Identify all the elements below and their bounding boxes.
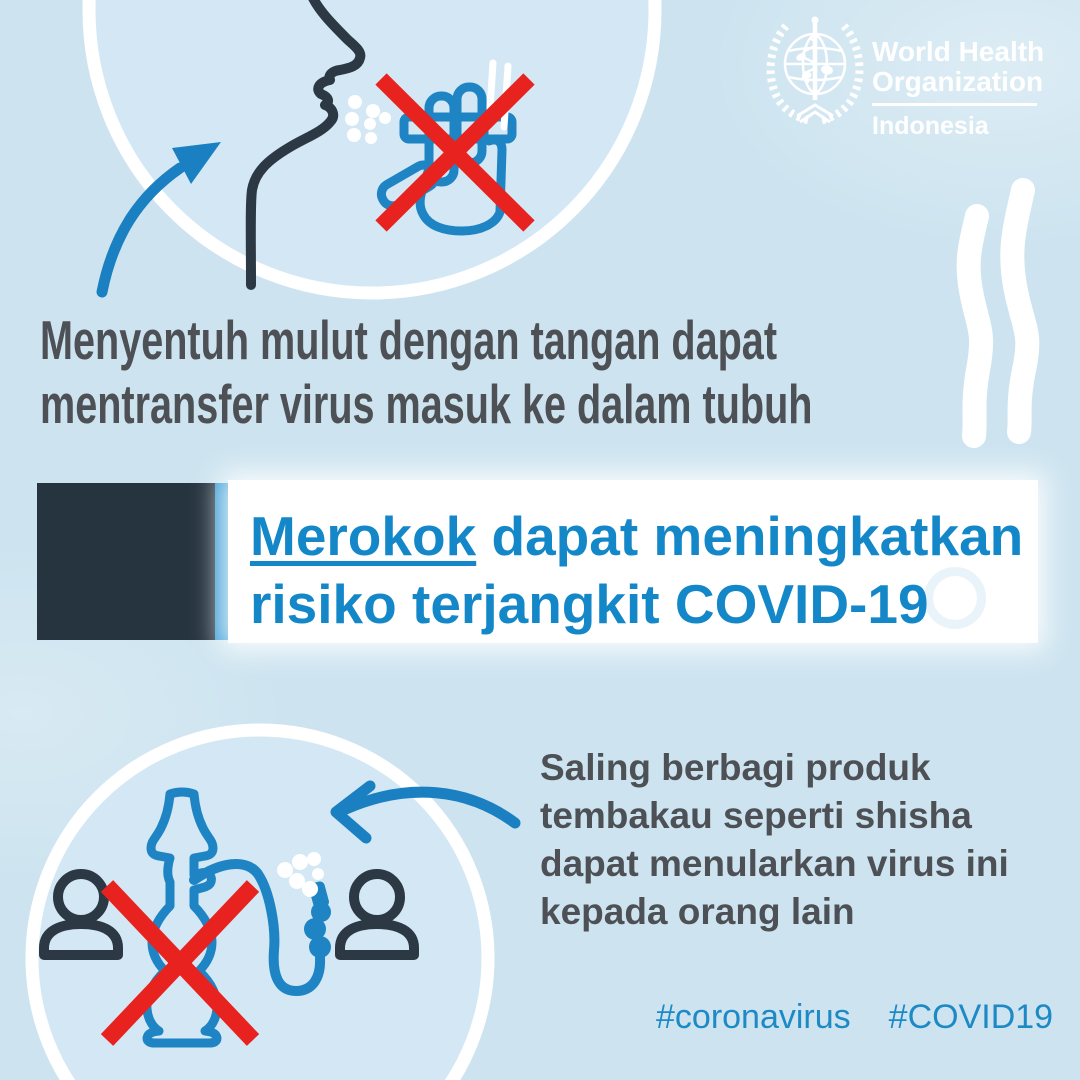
top-caption-line1: Menyentuh mulut dengan tangan dapat [40, 309, 778, 371]
who-name-line1: World Health [872, 36, 1045, 67]
top-caption-line2: mentransfer virus masuk ke dalam tubuh [40, 373, 813, 435]
headline-line2: risiko terjangkit COVID-19 [250, 573, 929, 635]
hashtag-coronavirus: #coronavirus [656, 998, 851, 1036]
bottom-caption-line4: kepada orang lain [540, 891, 855, 932]
who-divider [872, 103, 1037, 106]
who-name-line2: Organization [872, 66, 1044, 97]
hashtags [656, 998, 1053, 1037]
top-circle-frame [89, 0, 655, 293]
who-region-label: Indonesia [872, 112, 989, 140]
headline-line1-rest: dapat meningkatkan [476, 505, 1024, 567]
headline [250, 502, 1023, 638]
banner-accent-stripe [215, 483, 228, 640]
banner-dark-block [37, 483, 215, 640]
headline-line1 [250, 502, 1023, 570]
bottom-caption-line2: tembakau seperti shisha [540, 795, 972, 836]
bottom-caption-line1: Saling berbagi produk [540, 747, 931, 788]
top-caption [40, 308, 812, 436]
headline-highlight: Merokok [250, 505, 477, 567]
hashtag-covid19: #COVID19 [888, 998, 1054, 1036]
smoke-wisps-icon [969, 190, 1028, 436]
bottom-caption [540, 744, 1009, 936]
bottom-caption-line3: dapat menularkan virus ini [540, 843, 1009, 884]
who-emblem-icon [771, 17, 860, 123]
